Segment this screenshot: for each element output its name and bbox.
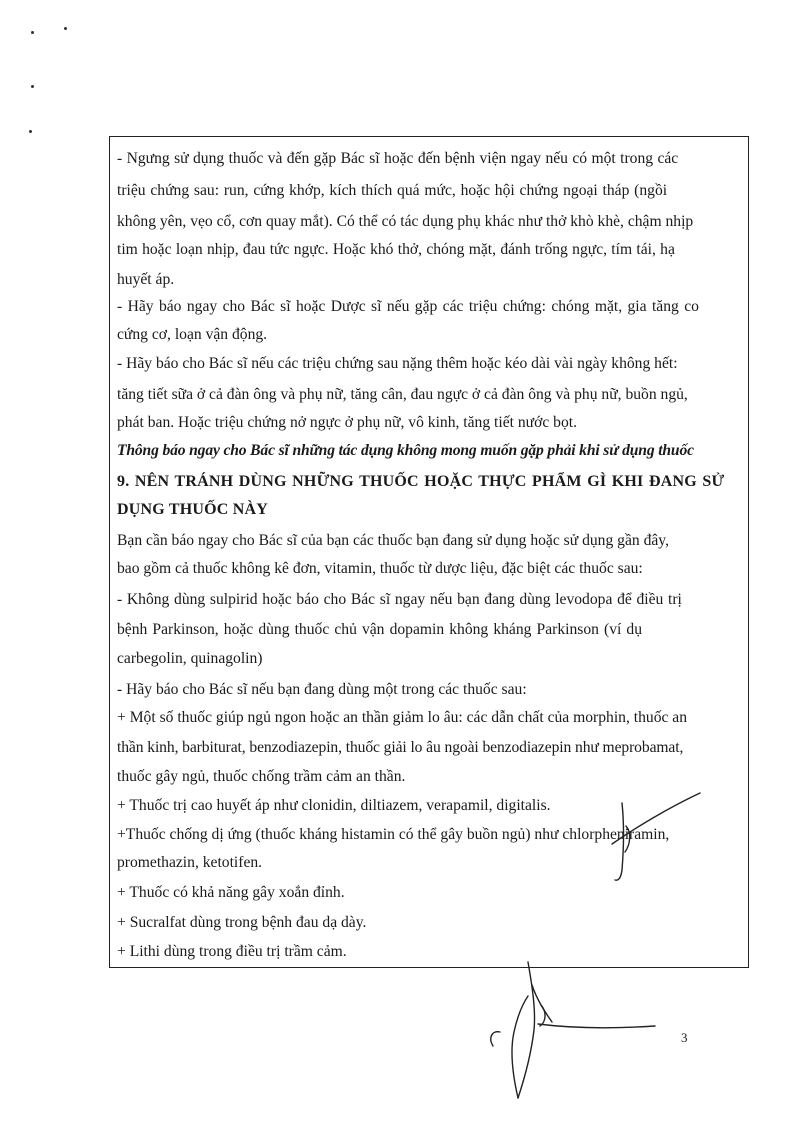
scan-speck (29, 130, 32, 133)
text-line: - Hãy báo ngay cho Bác sĩ hoặc Dược sĩ nếu gặp các triệu chứng: chóng mặt, gia tăng co (117, 298, 699, 315)
page-number: 3 (681, 1030, 688, 1045)
text-line: - Ngưng sử dụng thuốc và đến gặp Bác sĩ hoặc đến bệnh viện ngay nếu có một trong các (117, 150, 679, 167)
text-line: bao gồm cả thuốc không kê đơn, vitamin, thuốc từ dược liệu, đặc biệt các thuốc sau: (117, 560, 643, 577)
text-line: +Thuốc chống dị ứng (thuốc kháng histamin có thể gây buồn ngủ) như chlorpheniramin, (117, 826, 670, 843)
text-line: phát ban. Hoặc triệu chứng nở ngực ở phụ nữ, vô kinh, tăng tiết nước bọt. (117, 414, 577, 431)
text-line: không yên, vẹo cổ, cơn quay mắt). Có thể có tác dụng phụ khác như thở khò khè, chậm nhịp (117, 213, 694, 230)
text-line: + Sucralfat dùng trong bệnh đau dạ dày. (117, 914, 367, 931)
section-heading: 9. NÊN TRÁNH DÙNG NHỮNG THUỐC HOẶC THỰC PHẨM GÌ KHI ĐANG SỬ (117, 473, 725, 490)
scan-speck (64, 27, 67, 30)
text-line: + Thuốc trị cao huyết áp như clonidin, diltiazem, verapamil, digitalis. (117, 797, 551, 814)
text-line: - Hãy báo cho Bác sĩ nếu bạn đang dùng một trong các thuốc sau: (117, 681, 527, 698)
text-line: thuốc gây ngủ, thuốc chống trầm cảm an thần. (117, 768, 406, 785)
italic-notice: Thông báo ngay cho Bác sĩ những tác dụng không mong muốn gặp phải khi sử dụng thuốc (117, 442, 694, 459)
text-line: bệnh Parkinson, hoặc dùng thuốc chủ vận dopamin không kháng Parkinson (ví dụ (117, 621, 643, 638)
text-line: tim hoặc loạn nhịp, đau tức ngực. Hoặc khó thở, chóng mặt, đánh trống ngực, tím tái, hạ (117, 241, 675, 258)
text-line: huyết áp. (117, 271, 175, 288)
text-line: promethazin, ketotifen. (117, 854, 263, 871)
section-heading-cont: DỤNG THUỐC NÀY (117, 501, 268, 518)
text-line: + Thuốc có khả năng gây xoắn đỉnh. (117, 884, 345, 901)
text-line: tăng tiết sữa ở cả đàn ông và phụ nữ, tăng cân, đau ngực ở cả đàn ông và phụ nữ, buồn ngủ, (117, 386, 688, 403)
scan-speck (31, 31, 34, 34)
scan-speck (31, 85, 34, 88)
text-line: Bạn cần báo ngay cho Bác sĩ của bạn các thuốc bạn đang sử dụng hoặc sử dụng gần đây, (117, 532, 669, 549)
text-line: + Lithi dùng trong điều trị trầm cảm. (117, 943, 347, 960)
text-line: triệu chứng sau: run, cứng khớp, kích thích quá mức, hoặc hội chứng ngoại tháp (ngồi (117, 182, 668, 199)
text-line: carbegolin, quinagolin) (117, 650, 263, 667)
text-line: - Không dùng sulpirid hoặc báo cho Bác sĩ ngay nếu bạn đang dùng levodopa để điều trị (117, 591, 682, 608)
text-line: + Một số thuốc giúp ngủ ngon hoặc an thần giảm lo âu: các dẫn chất của morphin, thuốc an (117, 709, 688, 726)
text-line: thần kinh, barbiturat, benzodiazepin, thuốc giải lo âu ngoài benzodiazepin như meprobamat, (117, 739, 684, 756)
text-line: - Hãy báo cho Bác sĩ nếu các triệu chứng sau nặng thêm hoặc kéo dài vài ngày không hết: (117, 355, 678, 372)
text-line: cứng cơ, loạn vận động. (117, 326, 268, 343)
